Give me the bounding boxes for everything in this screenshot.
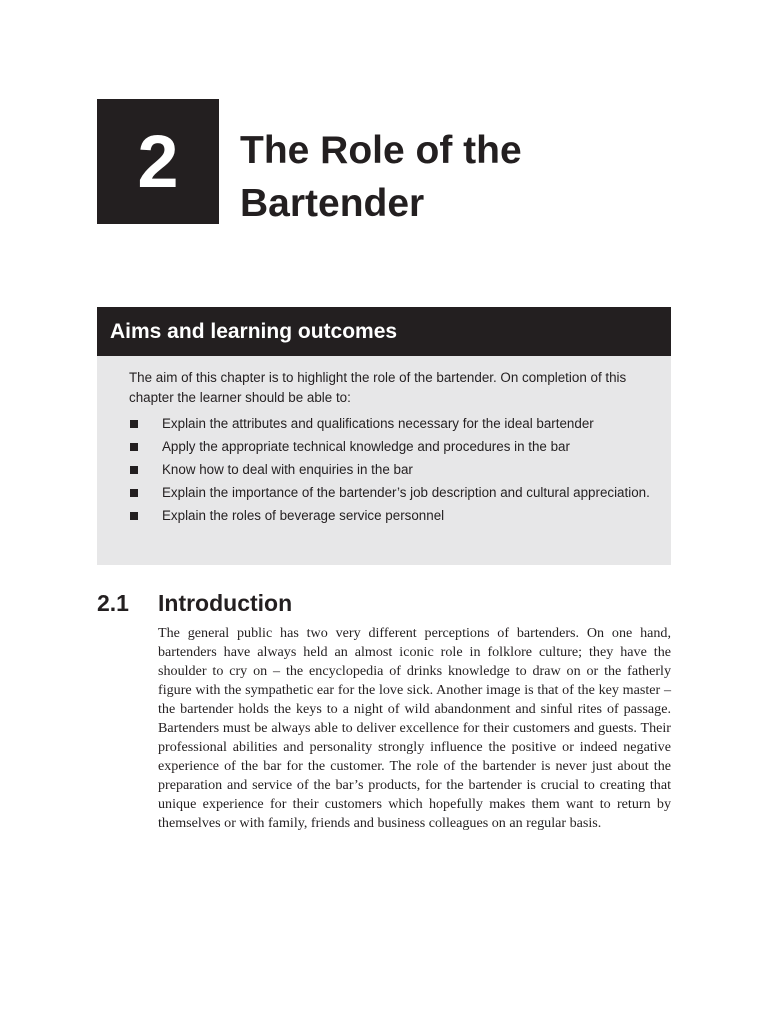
aims-box bbox=[97, 356, 671, 565]
chapter-title: The Role of the Bartender bbox=[240, 129, 522, 225]
section-title: Introduction bbox=[158, 590, 293, 616]
aims-list-item bbox=[129, 483, 651, 503]
aims-list-item-text: Know how to deal with enquiries in the bar bbox=[162, 462, 413, 477]
section-body-paragraph: The general public has two very different perceptions of bartenders. On one hand, bartenders have always held an almost iconic role in folklore culture; they have the shoulder to cry on – the encyclopedia of drinks knowledge to draw on or the fatherly figure with the sympathetic ear for the love sick. Another image is that of the key master – the bartender holds the keys to a night of wild abandonment and sinful rites of passage. Bartenders must be always able to deliver excellence for their customers and guests. Their professional abilities and personality strongly influence the positive or indeed negative experience of the bar for the customer. The role of the bartender is never just about the preparation and service of the bar’s products, for the bartender is crucial to creating that unique experience for their customers which hopefully makes them want to return by themselves or with family, friends and business colleagues on an regular basis. bbox=[158, 625, 671, 831]
aims-list-item-text: Explain the roles of beverage service personnel bbox=[162, 508, 445, 523]
square-bullet-icon bbox=[130, 489, 138, 497]
aims-list-item-text: Apply the appropriate technical knowledge and procedures in the bar bbox=[162, 439, 570, 454]
square-bullet-icon bbox=[130, 420, 138, 428]
square-bullet-icon bbox=[130, 512, 138, 520]
section-number: 2.1 bbox=[97, 590, 129, 616]
aims-list-item bbox=[129, 414, 651, 434]
aims-list bbox=[129, 414, 651, 526]
chapter-number-box bbox=[97, 99, 219, 224]
aims-list-item-text: Explain the importance of the bartender’s job description and cultural appreciation. bbox=[162, 485, 650, 500]
square-bullet-icon bbox=[130, 466, 138, 474]
aims-list-item-text: Explain the attributes and qualifications necessary for the ideal bartender bbox=[162, 416, 594, 431]
aims-heading: Aims and learning outcomes bbox=[97, 307, 671, 356]
chapter-number: 2 bbox=[137, 119, 179, 203]
square-bullet-icon bbox=[130, 443, 138, 451]
aims-list-item bbox=[129, 460, 651, 480]
aims-list-item bbox=[129, 506, 651, 526]
aims-intro: The aim of this chapter is to highlight the role of the bartender. On completion of this chapter the learner should be able to: bbox=[129, 370, 627, 405]
aims-list-item bbox=[129, 437, 651, 457]
